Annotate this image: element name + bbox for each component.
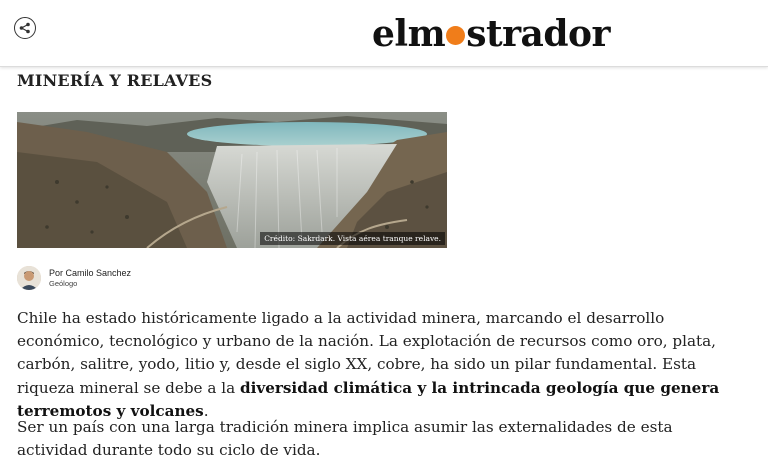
author-role: Geólogo (49, 278, 78, 288)
logo-text-right: strador (466, 13, 611, 55)
hero-image (17, 112, 447, 248)
article-paragraph-2: Ser un país con una larga tradición minera implica asumir las externalidades de esta actividad durante todo su ciclo de vida. (17, 418, 673, 460)
article-paragraph-1 (17, 307, 747, 423)
logo-dot (446, 26, 465, 45)
aerial-tailings-dam-image (17, 112, 447, 248)
share-button[interactable] (14, 17, 36, 39)
paragraph-1-bold: diversidad climática y la intrincada geología que genera terremotos y volcanes (17, 378, 720, 420)
section-title[interactable]: MINERÍA Y RELAVES (17, 71, 213, 90)
paragraph-1-text: Chile ha estado históricamente ligado a la actividad minera, marcando el desarrollo económico, tecnológico y urbano de la nación. La explotación de recursos como oro, plata, carbón, salitre, yodo, litio y, desde el siglo XX, cobre, ha sido un pilar fundamental. Esta riqueza mineral se debe a la (17, 309, 716, 397)
top-bar (0, 0, 768, 67)
logo-text-left: el (372, 13, 408, 55)
author-byline (17, 265, 131, 291)
share-icon (19, 22, 31, 34)
author-photo (17, 266, 41, 290)
author-avatar[interactable] (17, 266, 41, 290)
logo-letter-m: m (407, 13, 446, 55)
author-name[interactable]: Por Camilo Sanchez (49, 267, 132, 278)
paragraph-1-end: . (203, 401, 209, 420)
image-caption: Crédito: Sakrdark. Vista aérea tranque relave. (260, 232, 445, 245)
site-logo[interactable] (372, 14, 610, 54)
